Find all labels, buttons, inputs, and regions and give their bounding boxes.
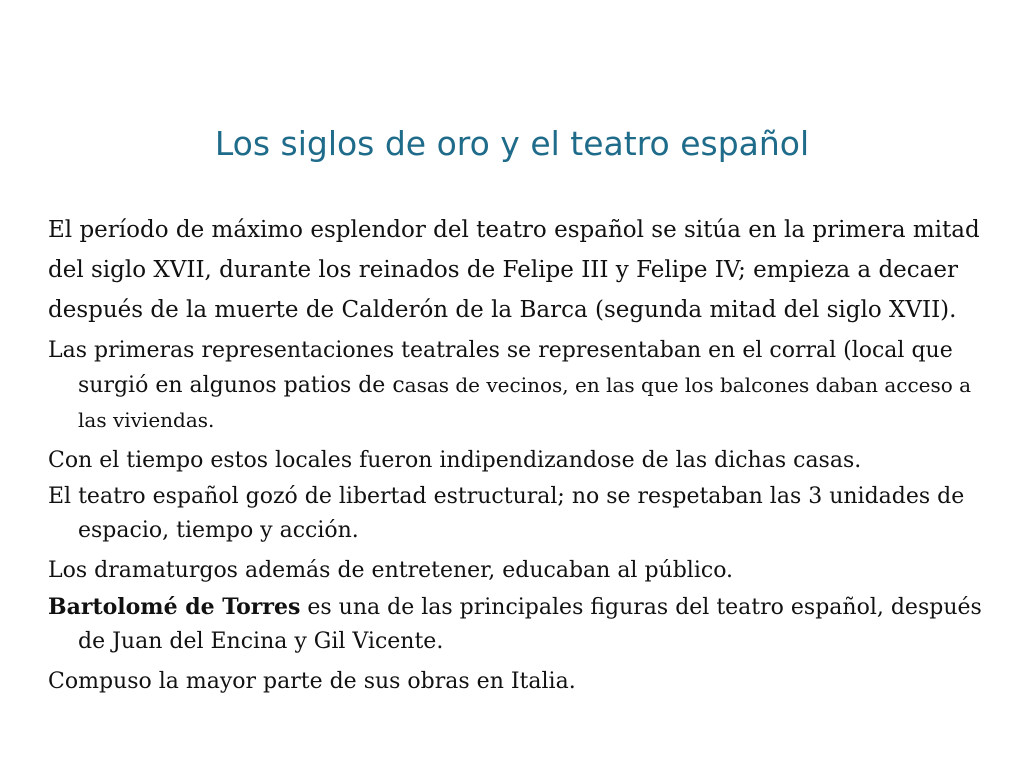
slide-body xyxy=(48,210,998,701)
paragraph-locales: Con el tiempo estos locales fueron indipendizandose de las dichas casas. xyxy=(48,448,862,473)
paragraph-corral-text-a: Las primeras representaciones teatrales se representaban en el corral (local que surgió en algunos patios de c xyxy=(48,338,953,398)
paragraph-intro: El período de máximo esplendor del teatro español se sitúa en la primera mitad del siglo XVII, durante los reinados de Felipe III y Felipe IV; empieza a decaer después de la muerte de Calderón de la Barca (segunda mitad del siglo XVII). xyxy=(48,217,980,323)
paragraph-italia: Compuso la mayor parte de sus obras en Italia. xyxy=(48,669,576,694)
paragraph-torres-name: Bartolomé de Torres xyxy=(48,594,301,620)
paragraph-libertad: El teatro español gozó de libertad estructural; no se respetaban las 3 unidades de espacio, tiempo y acción. xyxy=(48,484,965,543)
slide-title: Los siglos de oro y el teatro español xyxy=(214,124,810,163)
paragraph-torres xyxy=(48,590,998,659)
paragraph-corral xyxy=(48,334,998,438)
paragraph-torres-text: es una de las principales figuras del teatro español, después de Juan del Encina y Gil Vicente. xyxy=(78,595,982,654)
paragraph-corral-text-b: asas de vecinos, en las que los balcones daban acceso a las viviendas. xyxy=(78,373,972,432)
paragraph-dramaturgos: Los dramaturgos además de entretener, educaban al público. xyxy=(48,558,734,583)
